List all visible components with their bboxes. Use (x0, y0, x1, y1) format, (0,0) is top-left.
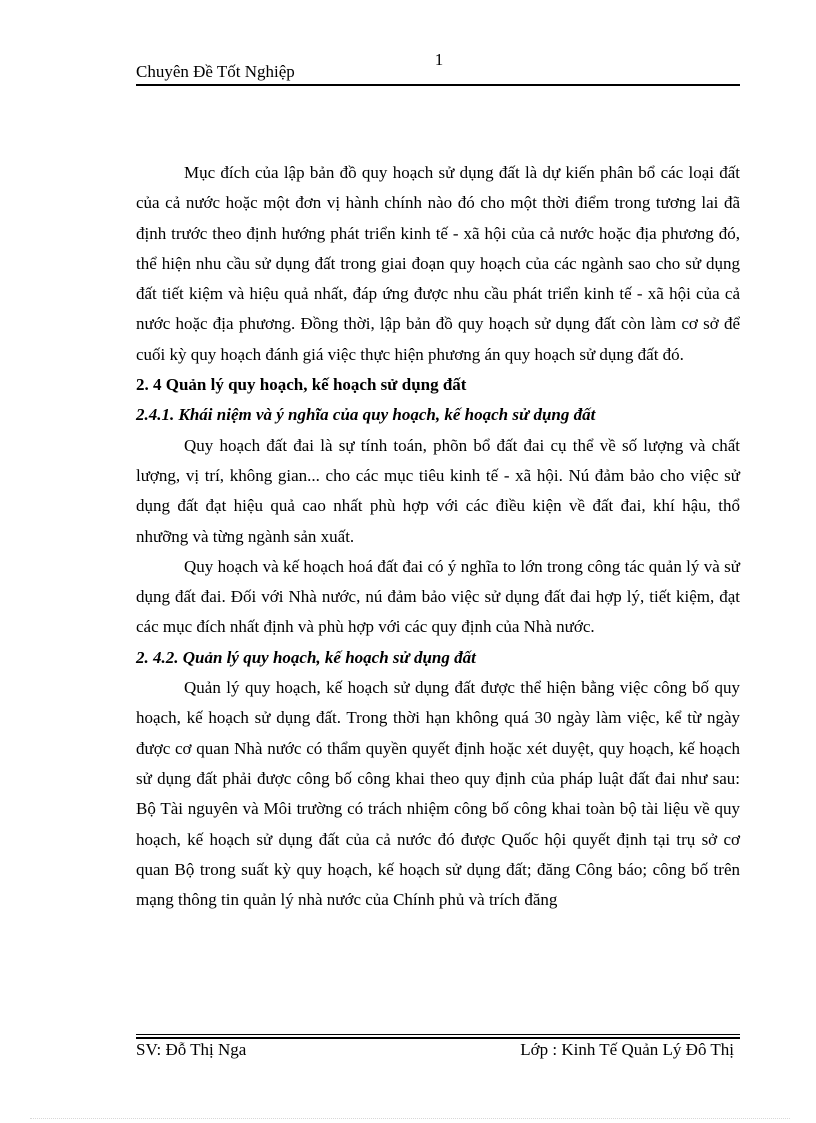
footer-rule-thin (136, 1034, 740, 1035)
subsection-heading-2-4-1: 2.4.1. Khái niệm và ý nghĩa của quy hoạch, kế hoạch sử dụng đất (136, 405, 596, 425)
paragraph-management: Quản lý quy hoạch, kế hoạch sử dụng đất được thể hiện bằng việc công bố quy hoạch, kế hoạch sử dụng đất. Trong thời hạn không quá 30 ngày làm việc, kể từ ngày được cơ quan Nhà nước có thẩm quyền quyết định hoặc xét duyệt, quy hoạch, kế hoạch sử dụng đất phải được công bố công khai theo quy định của pháp luật đất đai như sau: Bộ Tài nguyên và Môi trường có trách nhiệm công bố công khai toàn bộ tài liệu về quy hoạch, kế hoạch sử dụng đất của cả nước đó được Quốc hội quyết định tại trụ sở cơ quan Bộ trong suất kỳ quy hoạch, kế hoạch sử dụng đất; đăng Công báo; công bố trên mạng thông tin quản lý nhà nước của Chính phủ và trích đăng (136, 678, 740, 910)
footer-class: Lớp : Kinh Tế Quản Lý Đô Thị (520, 1040, 734, 1059)
page-number: 1 (434, 50, 444, 69)
header-rule (136, 84, 740, 86)
header-title: Chuyên Đề Tốt Nghiệp (136, 62, 295, 81)
section-heading-2-4: 2. 4 Quản lý quy hoạch, kế hoạch sử dụng đất (136, 375, 467, 395)
footer-rule-thick (136, 1037, 740, 1039)
paragraph-definition: Quy hoạch đất đai là sự tính toán, phõn bổ đất đai cụ thể về số lượng và chất lượng, vị trí, không gian... cho các mục tiêu kinh tế - xã hội. Nú đảm bảo cho việc sử dụng đất đạt hiệu quả cao nhất phù hợp với các điều kiện về đất đai, khí hậu, thổ nhưỡng và từng ngành sản xuất. (136, 435, 740, 546)
subsection-heading-2-4-2: 2. 4.2. Quản lý quy hoạch, kế hoạch sử dụng đất (136, 647, 476, 667)
paragraph-purpose: Mục đích của lập bản đồ quy hoạch sử dụng đất là dự kiến phân bổ các loại đất của cả nước hoặc một đơn vị hành chính nào đó cho một thời điểm trong tương lai đã định trước theo định hướng phát triển kinh tế - xã hội của cả nước hoặc địa phương đó, thể hiện nhu cầu sử dụng đất trong giai đoạn quy hoạch của các ngành sao cho sử dụng đất tiết kiệm và hiệu quả nhất, đáp ứng được nhu cầu phát triển kinh tế - xã hội của cả nước hoặc địa phương. Đồng thời, lập bản đồ quy hoạch sử dụng đất còn làm cơ sở để cuối kỳ quy hoạch đánh giá việc thực hiện phương án quy hoạch sử dụng đất đó. (136, 163, 740, 364)
footer-student: SV: Đỗ Thị Nga (136, 1040, 247, 1059)
document-body (136, 158, 740, 915)
paragraph-significance: Quy hoạch và kế hoạch hoá đất đai có ý nghĩa to lớn trong công tác quản lý và sử dụng đất đai. Đối với Nhà nước, nú đảm bảo việc sử dụng đất đai hợp lý, tiết kiệm, đạt các mục đích nhất định và phù hợp với các quy định của Nhà nước. (136, 556, 740, 637)
page-edge (30, 1118, 790, 1119)
